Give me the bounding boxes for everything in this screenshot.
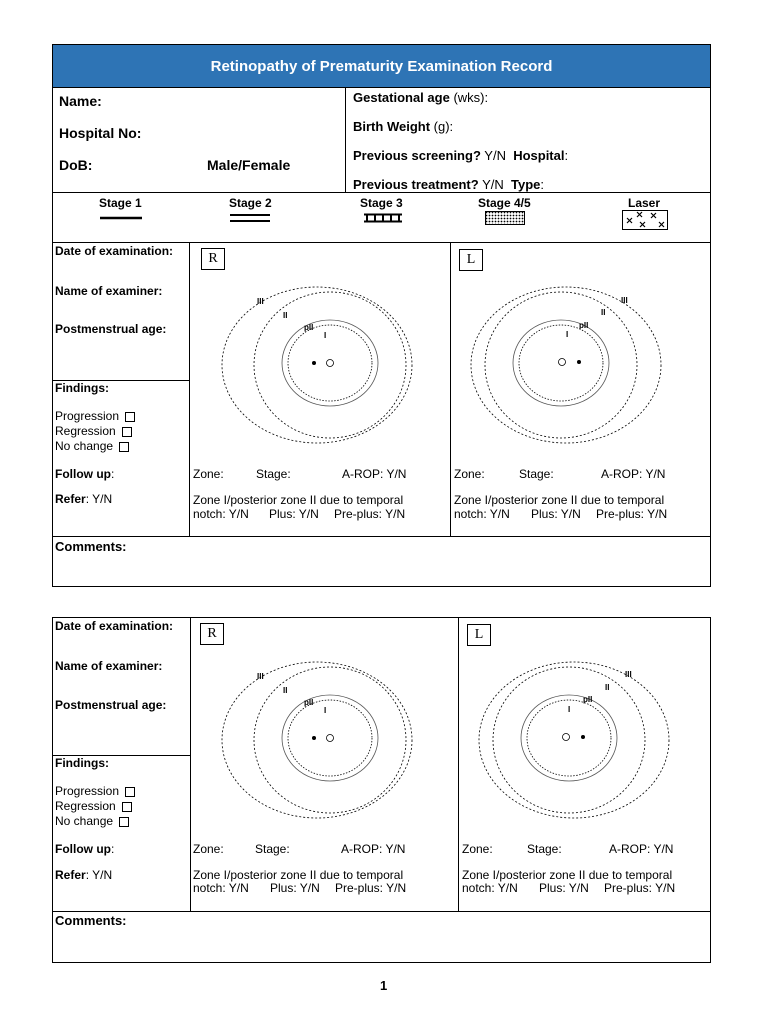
legend-laser-label: Laser [628, 196, 661, 210]
no-change-checkbox-box[interactable] [119, 442, 129, 452]
dob-field[interactable]: DoB: [59, 157, 93, 173]
left-eye-retina-diagram[interactable] [458, 275, 683, 455]
legend-stage45-label: Stage 4/5 [478, 196, 531, 210]
regression-label: Regression [55, 799, 116, 813]
regression-checkbox[interactable] [55, 799, 132, 813]
zone-pii-label: pII [304, 323, 314, 332]
stage45-dotted-fill-icon [485, 211, 525, 225]
birth-weight-unit: (g): [433, 119, 454, 134]
zone-i-label: I [566, 330, 569, 339]
left-eye-label: L [459, 249, 483, 271]
right-plus-field[interactable]: Plus: Y/N [269, 507, 319, 521]
name-field[interactable]: Name: [59, 93, 102, 109]
left-preplus-field[interactable]: Pre-plus: Y/N [604, 881, 676, 895]
divider [190, 617, 191, 911]
progression-label: Progression [55, 784, 120, 798]
progression-checkbox-box[interactable] [125, 412, 135, 422]
divider [345, 87, 346, 193]
name-of-examiner-field[interactable]: Name of examiner: [55, 659, 163, 673]
progression-checkbox[interactable] [55, 784, 135, 798]
gestational-age-label: Gestational age [353, 90, 450, 105]
findings-label: Findings: [55, 381, 109, 395]
progression-checkbox-box[interactable] [125, 787, 135, 797]
zone-iii-label: III [257, 297, 264, 306]
left-notch-field[interactable]: notch: Y/N [454, 507, 510, 521]
date-of-examination-field[interactable]: Date of examination: [55, 619, 174, 633]
birth-weight-field[interactable] [353, 119, 453, 134]
zone-pii-label: pII [304, 698, 314, 707]
left-stage-field[interactable]: Stage: [519, 467, 554, 481]
zone-ii-label: II [601, 308, 606, 317]
type-label: Type [511, 177, 541, 192]
form-title: Retinopathy of Prematurity Examination Record [52, 44, 711, 88]
birth-weight-label: Birth Weight [353, 119, 431, 134]
progression-label: Progression [55, 409, 120, 423]
follow-up-field[interactable] [55, 842, 114, 856]
left-zone-field[interactable]: Zone: [454, 467, 485, 481]
regression-label: Regression [55, 424, 116, 438]
left-plus-field[interactable]: Plus: Y/N [539, 881, 589, 895]
regression-checkbox-box[interactable] [122, 427, 132, 437]
hospital-no-field[interactable]: Hospital No: [59, 125, 142, 141]
name-of-examiner-field[interactable]: Name of examiner: [55, 284, 163, 298]
zone-iii-label: III [257, 672, 264, 681]
refer-field[interactable] [55, 868, 112, 882]
follow-up-colon: : [111, 842, 115, 856]
previous-screening-label: Previous screening? [353, 148, 481, 163]
type-colon: : [540, 177, 545, 192]
left-eye-label: L [467, 624, 491, 646]
zone-ii-label: II [605, 683, 610, 692]
regression-checkbox-box[interactable] [122, 802, 132, 812]
right-arop-field[interactable]: A-ROP: Y/N [342, 467, 407, 481]
regression-checkbox[interactable] [55, 424, 132, 438]
left-zone-field[interactable]: Zone: [462, 842, 493, 856]
right-notch-field[interactable]: notch: Y/N [193, 507, 249, 521]
follow-up-colon: : [111, 467, 115, 481]
zone-i-label: I [324, 706, 327, 715]
divider [52, 911, 711, 912]
divider [458, 617, 459, 911]
previous-treatment-field[interactable] [353, 177, 544, 192]
zone-iii-label: III [625, 670, 632, 679]
comments-field[interactable]: Comments: [55, 913, 127, 928]
zone-iii-label: III [621, 296, 628, 305]
previous-screening-field[interactable] [353, 148, 568, 163]
left-stage-field[interactable]: Stage: [527, 842, 562, 856]
right-zone-field[interactable]: Zone: [193, 842, 224, 856]
follow-up-label: Follow up [55, 467, 111, 481]
stage2-double-line-icon [230, 212, 270, 224]
zone-ii-label: II [283, 686, 288, 695]
left-notch-line1: Zone I/posterior zone II due to temporal [462, 868, 673, 882]
left-notch-line1: Zone I/posterior zone II due to temporal [454, 493, 665, 507]
left-arop-field[interactable]: A-ROP: Y/N [601, 467, 666, 481]
left-eye-retina-diagram[interactable] [466, 650, 691, 830]
no-change-checkbox[interactable] [55, 439, 129, 453]
right-stage-field[interactable]: Stage: [255, 842, 290, 856]
hospital-colon: : [564, 148, 569, 163]
progression-checkbox[interactable] [55, 409, 135, 423]
zone-i-label: I [568, 705, 571, 714]
legend-stage2-label: Stage 2 [229, 196, 272, 210]
no-change-checkbox-box[interactable] [119, 817, 129, 827]
no-change-label: No change [55, 814, 114, 828]
divider [52, 536, 711, 537]
refer-label: Refer [55, 492, 86, 506]
left-arop-field[interactable]: A-ROP: Y/N [609, 842, 674, 856]
right-arop-field[interactable]: A-ROP: Y/N [341, 842, 406, 856]
laser-crosses-icon [622, 210, 668, 230]
postmenstrual-age-field[interactable]: Postmenstrual age: [55, 322, 167, 336]
zone-pii-label: pII [583, 695, 593, 704]
right-stage-field[interactable]: Stage: [256, 467, 291, 481]
right-notch-line1: Zone I/posterior zone II due to temporal [193, 868, 404, 882]
refer-yn: : Y/N [85, 492, 113, 506]
right-notch-line1: Zone I/posterior zone II due to temporal [193, 493, 404, 507]
right-zone-field[interactable]: Zone: [193, 467, 224, 481]
postmenstrual-age-field[interactable]: Postmenstrual age: [55, 698, 167, 712]
left-plus-field[interactable]: Plus: Y/N [531, 507, 581, 521]
previous-treatment-yn: Y/N [482, 177, 504, 192]
stage1-line-icon [100, 214, 142, 222]
no-change-checkbox[interactable] [55, 814, 129, 828]
no-change-label: No change [55, 439, 114, 453]
right-plus-field[interactable]: Plus: Y/N [270, 881, 320, 895]
date-of-examination-field[interactable]: Date of examination: [55, 244, 174, 258]
previous-screening-yn: Y/N [484, 148, 506, 163]
zone-pii-label: pII [579, 321, 589, 330]
page-number: 1 [380, 978, 388, 993]
hospital-label: Hospital [513, 148, 565, 163]
follow-up-label: Follow up [55, 842, 111, 856]
gestational-age-unit: (wks): [453, 90, 489, 105]
comments-field[interactable]: Comments: [55, 539, 127, 554]
stage3-ladder-icon [364, 213, 402, 223]
refer-label: Refer [55, 868, 86, 882]
follow-up-field[interactable] [55, 467, 114, 481]
left-notch-field[interactable]: notch: Y/N [462, 881, 518, 895]
right-notch-field[interactable]: notch: Y/N [193, 881, 249, 895]
right-preplus-field[interactable]: Pre-plus: Y/N [335, 881, 407, 895]
divider [189, 242, 190, 536]
left-preplus-field[interactable]: Pre-plus: Y/N [596, 507, 668, 521]
zone-ii-label: II [283, 311, 288, 320]
legend-stage1-label: Stage 1 [99, 196, 142, 210]
legend-stage3-label: Stage 3 [360, 196, 403, 210]
gestational-age-field[interactable] [353, 90, 488, 105]
right-eye-label: R [201, 248, 225, 270]
divider [450, 242, 451, 536]
right-eye-retina-diagram[interactable] [200, 275, 425, 455]
right-eye-label: R [200, 623, 224, 645]
sex-field[interactable]: Male/Female [207, 157, 291, 173]
right-preplus-field[interactable]: Pre-plus: Y/N [334, 507, 406, 521]
refer-field[interactable] [55, 492, 112, 506]
refer-yn: : Y/N [85, 868, 113, 882]
zone-i-label: I [324, 331, 327, 340]
right-eye-retina-diagram[interactable] [200, 650, 425, 830]
findings-label: Findings: [55, 756, 109, 770]
previous-treatment-label: Previous treatment? [353, 177, 479, 192]
